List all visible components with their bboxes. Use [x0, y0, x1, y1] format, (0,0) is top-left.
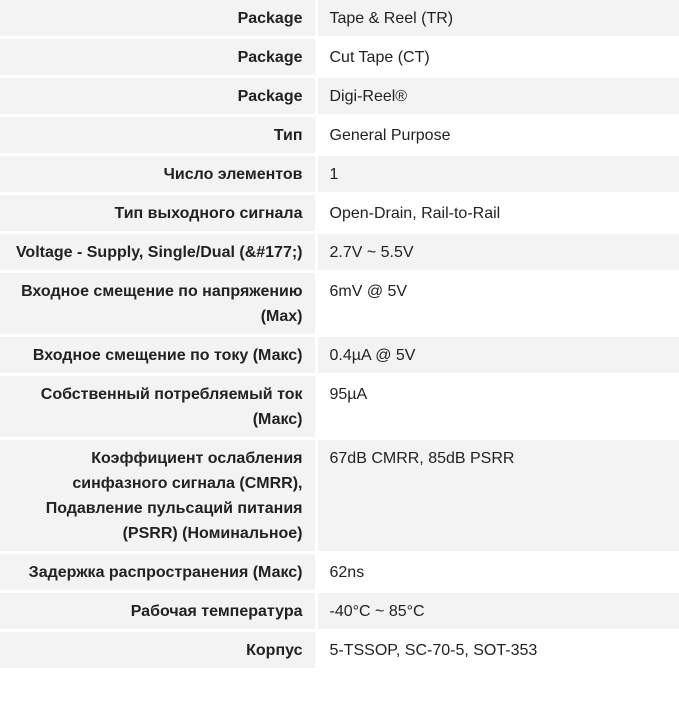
row-value: Tape & Reel (TR)	[316, 0, 679, 38]
row-value: -40°C ~ 85°C	[316, 592, 679, 631]
row-label: Тип выходного сигнала	[0, 194, 316, 233]
row-value: 95µA	[316, 375, 679, 439]
row-value: 2.7V ~ 5.5V	[316, 233, 679, 272]
row-value: General Purpose	[316, 116, 679, 155]
row-label: Входное смещение по току (Макс)	[0, 336, 316, 375]
row-value: 67dB CMRR, 85dB PSRR	[316, 439, 679, 553]
row-label: Package	[0, 77, 316, 116]
table-row	[0, 77, 679, 116]
row-label: Коэффициент ослабления синфазного сигнала (CMRR), Подавление пульсаций питания (PSRR) (Номинальное)	[0, 439, 316, 553]
row-label: Корпус	[0, 631, 316, 670]
table-row	[0, 0, 679, 38]
row-value: 62ns	[316, 553, 679, 592]
row-value: Cut Tape (CT)	[316, 38, 679, 77]
row-value: 5-TSSOP, SC-70-5, SOT-353	[316, 631, 679, 670]
row-value: 0.4µA @ 5V	[316, 336, 679, 375]
row-label: Voltage - Supply, Single/Dual (&#177;)	[0, 233, 316, 272]
row-label: Package	[0, 38, 316, 77]
table-row	[0, 194, 679, 233]
row-value: 6mV @ 5V	[316, 272, 679, 336]
table-row	[0, 375, 679, 439]
row-label: Число элементов	[0, 155, 316, 194]
row-label: Собственный потребляемый ток (Макс)	[0, 375, 316, 439]
row-label: Входное смещение по напряжению (Max)	[0, 272, 316, 336]
row-label: Package	[0, 0, 316, 38]
row-value: Digi-Reel®	[316, 77, 679, 116]
table-row	[0, 439, 679, 553]
row-label: Задержка распространения (Макс)	[0, 553, 316, 592]
row-value: Open-Drain, Rail-to-Rail	[316, 194, 679, 233]
row-label: Тип	[0, 116, 316, 155]
table-row	[0, 553, 679, 592]
table-row	[0, 272, 679, 336]
table-row	[0, 592, 679, 631]
table-row	[0, 336, 679, 375]
table-row	[0, 155, 679, 194]
table-row	[0, 631, 679, 670]
table-row	[0, 233, 679, 272]
row-value: 1	[316, 155, 679, 194]
table-row	[0, 38, 679, 77]
row-label: Рабочая температура	[0, 592, 316, 631]
table-row	[0, 116, 679, 155]
